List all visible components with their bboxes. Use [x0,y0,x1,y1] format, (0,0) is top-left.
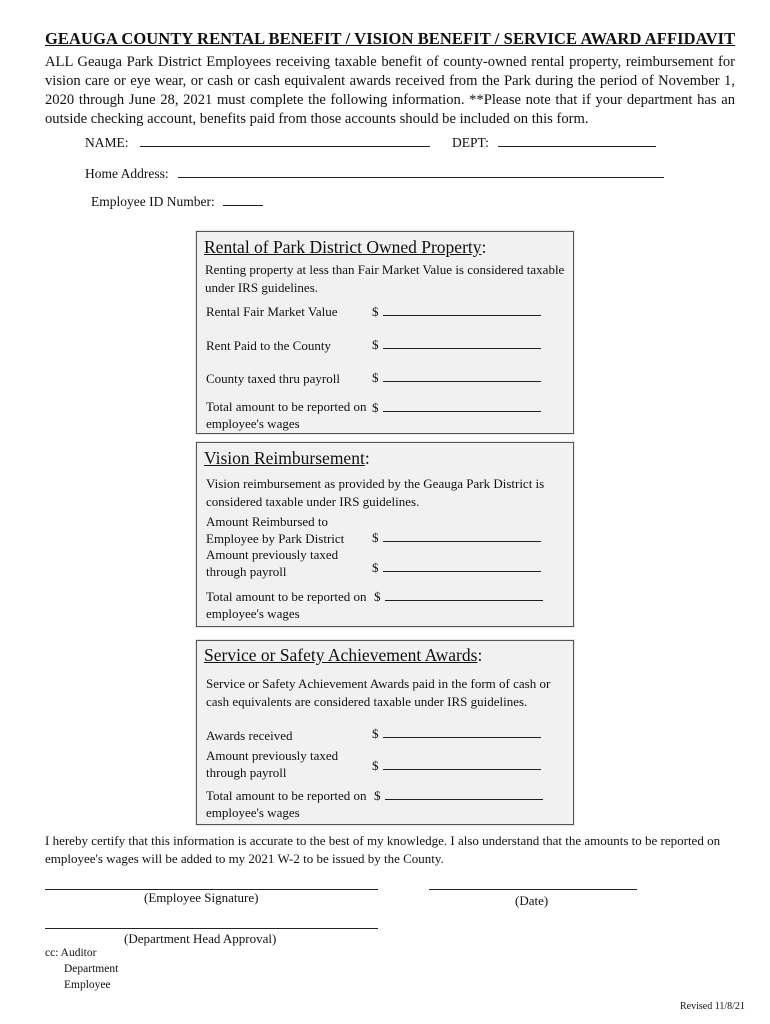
rental-fair-market-label: Rental Fair Market Value [206,304,338,319]
amount-reimbursed-label: Amount Reimbursed to Employee by Park District [206,514,345,546]
rental-title: Rental of Park District Owned Property: [204,237,487,257]
date-line[interactable] [429,889,637,890]
vision-description: Vision reimbursement as provided by the Geauga Park District is considered taxable under IRS guidelines. [206,476,545,509]
employee-id-row [91,194,263,210]
home-address-row [85,166,664,182]
county-taxed-amount[interactable]: $ [372,369,541,386]
cc-label: cc: Auditor [45,947,97,959]
vision-section [196,442,574,627]
cc-department: Department [64,963,119,975]
name-field-row [85,135,430,151]
intro-paragraph: ALL Geauga Park District Employees receiving taxable benefit of county-owned rental property, reimbursement for vision care or eye wear, or cash or cash equivalent awards received from the Park during the period of November 1, 2020 through June 28, 2021 must complete the following information. **Please note that if your department has an outside checking account, benefits paid from those accounts should be included on this form. [45,54,735,127]
rental-section [196,231,574,434]
awards-total-amount[interactable]: $ [374,787,543,804]
rental-description: Renting property at less than Fair Market Value is considered taxable under IRS guidelines. [205,262,565,295]
employee-id-label: Employee ID Number: [91,194,215,209]
rental-total-label: Total amount to be reported on employee's wages [206,399,367,431]
name-label: NAME: [85,135,129,150]
name-input-line[interactable] [140,135,430,147]
vision-previously-taxed-amount[interactable]: $ [372,559,541,576]
awards-received-amount[interactable]: $ [372,725,541,742]
awards-received-label: Awards received [206,728,293,743]
rent-paid-label: Rent Paid to the County [206,338,331,353]
revised-date: Revised 11/8/21 [680,1001,745,1012]
vision-previously-taxed-label: Amount previously taxed through payroll [206,547,339,579]
employee-id-input-line[interactable] [223,194,263,206]
home-address-input-line[interactable] [178,166,664,178]
employee-signature-label: (Employee Signature) [144,890,259,905]
county-taxed-label: County taxed thru payroll [206,371,340,386]
vision-total-label: Total amount to be reported on employee's wages [206,589,367,621]
awards-section [196,640,574,825]
cc-employee: Employee [64,979,111,991]
awards-previously-taxed-label: Amount previously taxed through payroll [206,748,339,780]
dept-input-line[interactable] [498,135,656,147]
awards-previously-taxed-amount[interactable]: $ [372,757,541,774]
vision-total-amount[interactable]: $ [374,588,543,605]
form-title: GEAUGA COUNTY RENTAL BENEFIT / VISION BENEFIT / SERVICE AWARD AFFIDAVIT [45,29,736,48]
awards-total-label: Total amount to be reported on employee's wages [206,788,367,820]
rent-paid-amount[interactable]: $ [372,336,541,353]
awards-description: Service or Safety Achievement Awards paid in the form of cash or cash equivalents are considered taxable under IRS guidelines. [206,676,551,709]
department-head-label: (Department Head Approval) [124,931,277,946]
rental-fair-market-amount[interactable]: $ [372,303,541,320]
department-head-signature-line[interactable] [45,928,378,929]
vision-title: Vision Reimbursement: [204,448,370,468]
date-label: (Date) [515,893,549,908]
dept-label: DEPT: [452,135,489,150]
certification-text: I hereby certify that this information is accurate to the best of my knowledge. I also understand that the amounts to be reported on employee's wages will be added to my 2021 W-2 to be issued by the County. [45,833,721,866]
amount-reimbursed-amount[interactable]: $ [372,529,541,546]
rental-total-amount[interactable]: $ [372,399,541,416]
dept-field-row [452,135,656,151]
awards-title: Service or Safety Achievement Awards: [204,645,483,665]
home-address-label: Home Address: [85,166,169,181]
